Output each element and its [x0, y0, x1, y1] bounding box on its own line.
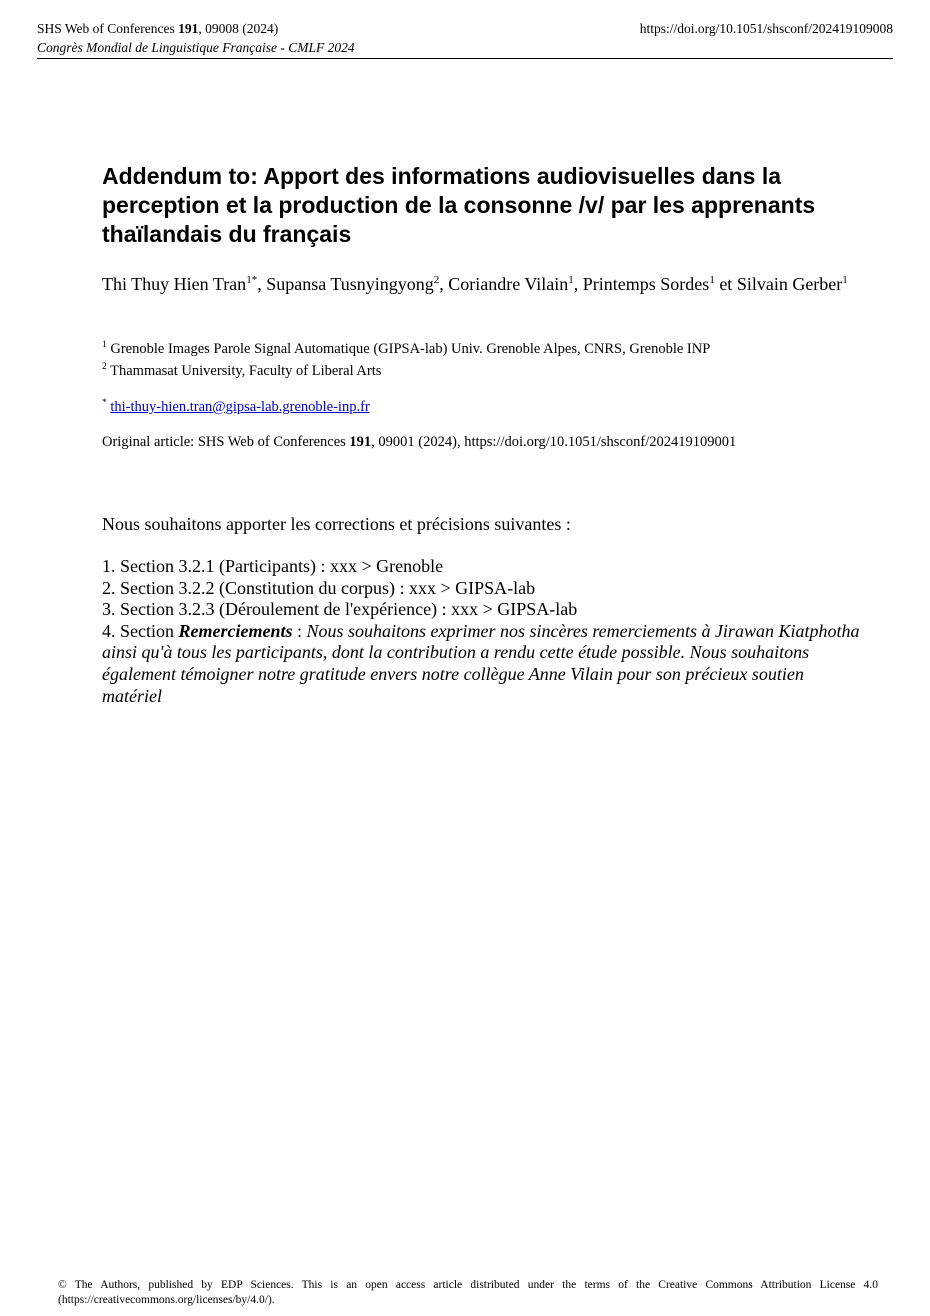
corresponding-email [102, 394, 862, 416]
intro-text: Nous souhaitons apporter les corrections et précisions suivantes : [102, 514, 571, 534]
journal-name: SHS Web of Conferences [37, 21, 179, 36]
header-top-row [37, 19, 893, 38]
author-list [102, 269, 862, 295]
author-sup: 1* [246, 274, 258, 286]
author-separator: , [439, 274, 449, 294]
correction-item: 1. Section 3.2.1 (Participants) : xxx > Grenoble [102, 556, 444, 576]
correction-section-name: Remerciements [178, 620, 293, 641]
author: Coriandre Vilain [448, 274, 569, 294]
corrections-list [102, 556, 862, 707]
journal-citation [37, 19, 278, 38]
affiliation-text: Thammasat University, Faculty of Liberal Arts [110, 362, 382, 379]
affiliation-sup: 2 [102, 361, 107, 372]
affiliation-list [102, 336, 862, 380]
correction-text: Nous souhaitons exprimer nos sincères remerciements à Jirawan Kiatphotha ainsi qu'à tous les participants, dont la contribution a rendu cette étude possible. Nous souhaitons également témoigner notre gratitude envers notre collègue Anne Vilain pour son précieux soutien matériel [102, 620, 860, 706]
correction-item [102, 621, 862, 707]
author: Supansa Tusnyingyong [266, 274, 434, 294]
original-suffix: , 09001 (2024), https://doi.org/10.1051/shsconf/202419109001 [371, 434, 737, 450]
email-sup: * [102, 398, 107, 408]
correction-colon: : [292, 620, 307, 641]
author-sup: 1 [709, 274, 715, 286]
author: Silvain Gerber [736, 274, 843, 294]
email-link[interactable]: thi-thuy-hien.tran@gipsa-lab.grenoble-inp.fr [110, 398, 370, 415]
journal-issue: , 09008 (2024) [198, 21, 279, 36]
article-title: Addendum to: Apport des informations audiovisuelles dans la perception et la production de la consonne /v/ par les apprenants thaïlandais du français [102, 163, 816, 247]
author-separator: , [573, 274, 583, 294]
original-prefix: Original article: SHS Web of Conferences [102, 434, 350, 450]
author-separator: , [257, 274, 267, 294]
affiliation [102, 358, 862, 380]
correction-item: 2. Section 3.2.2 (Constitution du corpus) : xxx > GIPSA-lab [102, 577, 536, 598]
original-volume: 191 [349, 434, 372, 450]
author-sup: 1 [842, 274, 848, 286]
affiliation-text: Grenoble Images Parole Signal Automatique (GIPSA-lab) Univ. Grenoble Alpes, CNRS, Grenoble INP [110, 340, 711, 357]
original-article [102, 433, 862, 451]
author: Thi Thuy Hien Tran [102, 274, 247, 294]
affiliation [102, 336, 862, 358]
header-divider [37, 58, 893, 59]
author-separator: et [714, 274, 737, 294]
affiliation-sup: 1 [102, 340, 107, 350]
author-sup: 2 [433, 274, 440, 286]
author-sup: 1 [568, 274, 574, 286]
correction-prefix: 4. Section [102, 620, 179, 641]
correction-item: 3. Section 3.2.3 (Déroulement de l'expérience) : xxx > GIPSA-lab [102, 599, 578, 620]
author: Printemps Sordes [582, 274, 710, 294]
header-doi[interactable]: https://doi.org/10.1051/shsconf/202419109008 [639, 21, 893, 36]
conference-name: Congrès Mondial de Linguistique Française - CMLF 2024 [37, 40, 355, 55]
license-footer: © The Authors, published by EDP Sciences. This is an open access article distributed under the terms of the Creative Commons Attribution License 4.0 (https://creativecommons.org/licenses/by/4.0/). [58, 1279, 878, 1306]
page-header [37, 19, 893, 57]
journal-volume: 191 [178, 21, 199, 36]
